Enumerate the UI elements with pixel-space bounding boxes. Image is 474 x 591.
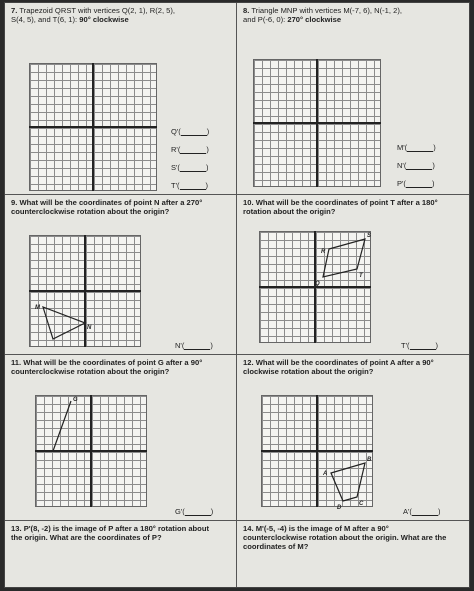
answer-close: ) — [437, 507, 441, 516]
problem-12-question: What will be the coordinates of point A after a 90° clockwise rotation about the origin? — [243, 358, 434, 376]
answer-n-prime-9[interactable] — [175, 341, 213, 350]
answer-t-prime-10[interactable] — [401, 341, 438, 350]
answer-close: ) — [206, 127, 210, 136]
answer-a-prime[interactable] — [403, 507, 440, 516]
problem-11-question: What will be the coordinates of point G after a 90° counterclockwise rotation about the origin? — [11, 358, 203, 376]
answer-p-prime[interactable] — [397, 179, 434, 188]
answer-s-prime[interactable] — [171, 163, 208, 172]
problem-number: 8. — [243, 6, 250, 15]
worksheet-page — [4, 2, 470, 588]
answer-close: ) — [210, 507, 214, 516]
y-axis — [92, 63, 94, 191]
vertex-label-g: G — [73, 397, 78, 403]
answer-label: Q'( — [171, 127, 181, 136]
problem-7-line1: Trapezoid QRST with vertices Q(2, 1), R(2, 5), — [19, 6, 176, 15]
answer-close: ) — [210, 341, 213, 350]
problem-8-line1: Triangle MNP with vertices M(-7, 6), N(-1, 2), — [251, 6, 402, 15]
answer-label: A'( — [403, 507, 412, 516]
problem-13-text — [11, 524, 211, 542]
vertex-label-c: C — [359, 501, 364, 507]
problem-10-question: What will be the coordinates of point T after a 180° rotation about the origin? — [243, 198, 438, 216]
answer-close: ) — [431, 179, 435, 188]
answer-label: M'( — [397, 143, 408, 152]
problem-7-line2: S(4, 5), and T(6, 1): — [11, 15, 78, 24]
problem-8 — [237, 3, 469, 195]
problem-number: 12. — [243, 358, 254, 367]
problem-14-question: M'(-5, -4) is the image of M after a 90° counterclockwise rotation about the origin. What are the coordinates of M? — [243, 524, 447, 551]
answer-g-prime[interactable] — [175, 507, 213, 516]
problem-10 — [237, 195, 469, 355]
problem-7 — [5, 3, 237, 195]
problem-9-question: What will be the coordinates of point N after a 270° counterclockwise rotation about the origin? — [11, 198, 203, 216]
problem-14 — [237, 521, 469, 587]
vertex-label-b: B — [367, 457, 372, 463]
problem-8-text — [243, 6, 463, 24]
answer-close: ) — [205, 163, 209, 172]
problem-12 — [237, 355, 469, 521]
vertex-label-n: N — [87, 325, 92, 331]
answer-close: ) — [432, 161, 435, 170]
answer-r-prime[interactable] — [171, 145, 209, 154]
vertex-label-t: T — [359, 273, 363, 279]
problem-11 — [5, 355, 237, 521]
answer-label: T'( — [171, 181, 180, 190]
problem-8-rotation: 270° clockwise — [287, 15, 342, 24]
problem-number: 10. — [243, 198, 254, 207]
problem-13-question: P'(8, -2) is the image of P after a 180° rotation about the origin. What are the coordinates of P? — [11, 524, 209, 542]
vertex-label-s: S — [367, 233, 372, 239]
vertex-label-d: D — [337, 505, 342, 511]
answer-t-prime[interactable] — [171, 181, 208, 190]
answer-close: ) — [435, 341, 439, 350]
answer-label: G'( — [175, 507, 185, 516]
problem-number: 13. — [11, 524, 22, 533]
line-segment-figure — [5, 355, 237, 521]
problem-9 — [5, 195, 237, 355]
answer-label: N'( — [397, 161, 407, 170]
answer-close: ) — [433, 143, 436, 152]
problem-number: 9. — [11, 198, 18, 207]
answer-close: ) — [205, 181, 209, 190]
answer-label: R'( — [171, 145, 181, 154]
problem-7-rotation: 90° clockwise — [79, 15, 129, 24]
answer-label: T'( — [401, 341, 410, 350]
answer-label: S'( — [171, 163, 180, 172]
problem-number: 11. — [11, 358, 22, 367]
answer-n-prime[interactable] — [397, 161, 435, 170]
y-axis — [316, 59, 318, 187]
answer-label: N'( — [175, 341, 185, 350]
problem-8-line2: and P(-6, 0): — [243, 15, 286, 24]
answer-label: P'( — [397, 179, 406, 188]
answer-m-prime[interactable] — [397, 143, 436, 152]
quadrilateral-figure — [237, 355, 469, 521]
problem-14-text — [243, 524, 453, 551]
problem-13 — [5, 521, 237, 587]
problem-7-text — [11, 6, 230, 24]
vertex-label-q: Q — [315, 281, 320, 287]
answer-q-prime[interactable] — [171, 127, 209, 136]
problem-number: 7. — [11, 6, 18, 15]
problem-number: 14. — [243, 524, 254, 533]
vertex-label-r: R — [321, 249, 326, 255]
vertex-label-a: A — [323, 471, 328, 477]
triangle-figure — [5, 195, 237, 355]
answer-close: ) — [206, 145, 209, 154]
quadrilateral-figure — [237, 195, 469, 355]
vertex-label-m: M — [35, 305, 40, 311]
